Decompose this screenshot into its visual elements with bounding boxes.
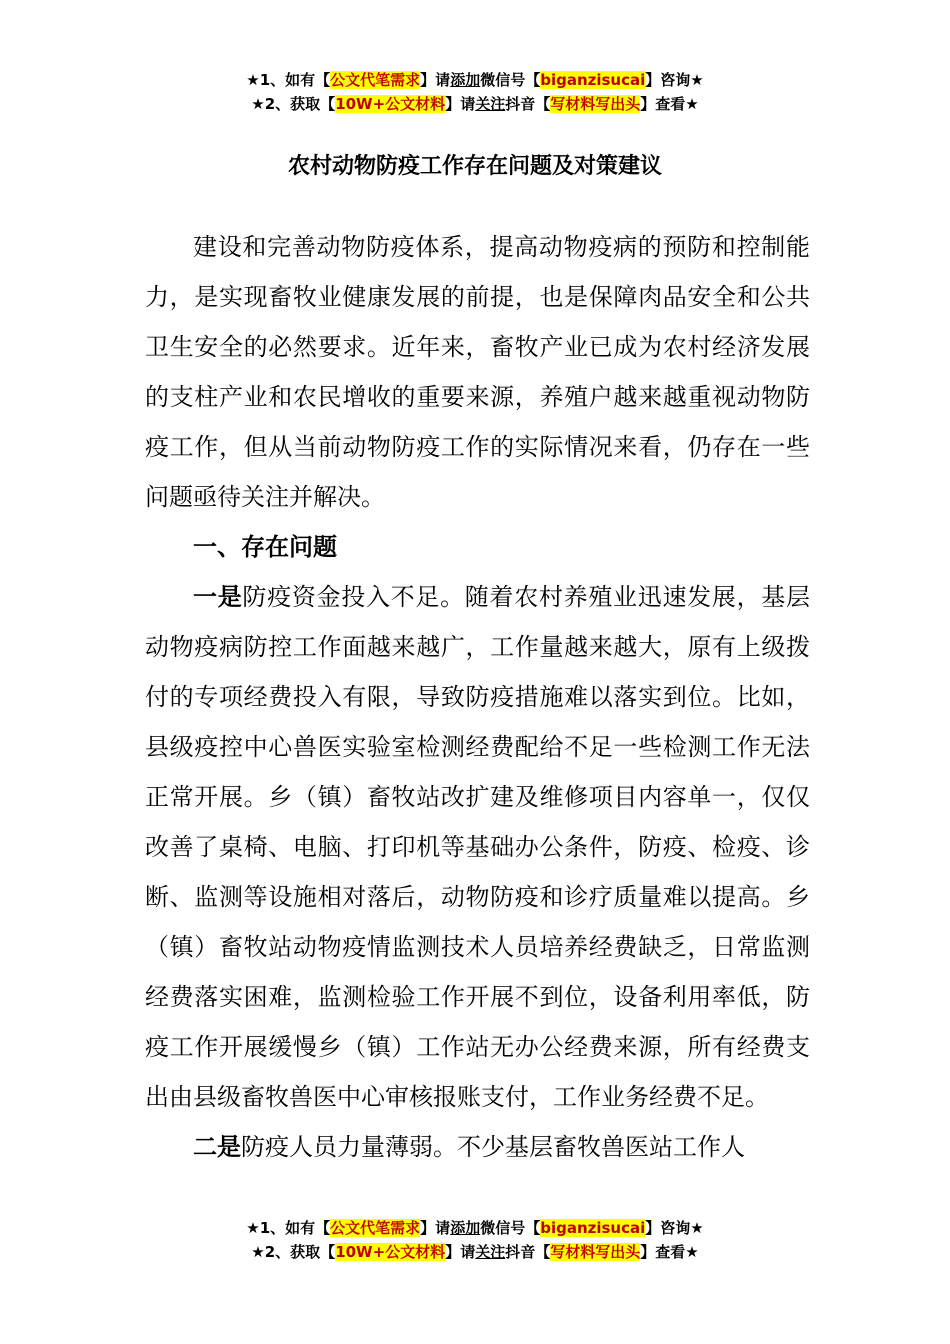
banner-line-1 — [0, 1216, 950, 1240]
banner-highlight: 写材料写出头 — [550, 95, 641, 113]
banner-underline: 关注 — [475, 95, 506, 113]
intro-paragraph: 建设和完善动物防疫体系，提高动物疫病的预防和控制能力，是实现畜牧业健康发展的前提，也是保障肉品安全和公共卫生安全的必然要求。近年来，畜牧产业已成为农村经济发展的支柱产业和农民增收的重要来源，养殖户越来越重视动物防疫工作，但从当前动物防疫工作的实际情况来看，仍存在一些问题亟待关注并解决。 — [145, 233, 810, 511]
document-body — [145, 222, 810, 1172]
banner-highlight: 10W+公文材料 — [335, 95, 446, 113]
paragraph-2 — [145, 1122, 810, 1172]
banner-text: 】请 — [420, 1219, 451, 1237]
banner-highlight: biganzisucai — [540, 71, 646, 89]
banner-line-1 — [0, 68, 950, 92]
top-banner — [0, 68, 950, 116]
bottom-banner — [0, 1216, 950, 1264]
banner-text: 】请 — [445, 95, 476, 113]
banner-line-2 — [0, 1240, 950, 1264]
banner-text: 微信号【 — [480, 71, 541, 89]
banner-highlight: 公文代笔需求 — [330, 71, 421, 89]
paragraph-1 — [145, 572, 810, 1122]
banner-line-2 — [0, 92, 950, 116]
banner-text: ★2、获取【 — [251, 1243, 336, 1261]
banner-text: 】查看★ — [640, 95, 699, 113]
paragraph-lead: 一是 — [193, 583, 243, 611]
banner-highlight: biganzisucai — [540, 1219, 646, 1237]
banner-text: 】请 — [420, 71, 451, 89]
banner-text: 微信号【 — [480, 1219, 541, 1237]
banner-text: ★2、获取【 — [251, 95, 336, 113]
banner-highlight: 10W+公文材料 — [335, 1243, 446, 1261]
banner-text: 】请 — [445, 1243, 476, 1261]
banner-text: ★1、如有【 — [246, 71, 331, 89]
banner-underline: 添加 — [450, 71, 481, 89]
banner-text: 】咨询★ — [645, 71, 704, 89]
banner-highlight: 写材料写出头 — [550, 1243, 641, 1261]
paragraph-text: 防疫人员力量薄弱。不少基层畜牧兽医站工作人 — [241, 1133, 745, 1161]
banner-text: 】咨询★ — [645, 1219, 704, 1237]
banner-text: 抖音【 — [505, 95, 551, 113]
paragraph-text: 防疫资金投入不足。随着农村养殖业迅速发展，基层动物疫病防控工作面越来越广，工作量越来越大，原有上级拨付的专项经费投入有限，导致防疫措施难以落实到位。比如，县级疫控中心兽医实验室检测经费配给不足一些检测工作无法正常开展。乡（镇）畜牧站改扩建及维修项目内容单一，仅仅改善了桌椅、电脑、打印机等基础办公条件，防疫、检疫、诊断、监测等设施相对落后，动物防疫和诊疗质量难以提高。乡（镇）畜牧站动物疫情监测技术人员培养经费缺乏，日常监测经费落实困难，监测检验工作开展不到位，设备利用率低，防疫工作开展缓慢乡（镇）工作站无办公经费来源，所有经费支出由县级畜牧兽医中心审核报账支付，工作业务经费不足。 — [145, 583, 811, 1111]
section-heading: 一、存在问题 — [193, 533, 337, 561]
banner-underline: 添加 — [450, 1219, 481, 1237]
paragraph-lead: 二是 — [193, 1133, 241, 1161]
banner-text: ★1、如有【 — [246, 1219, 331, 1237]
document-title: 农村动物防疫工作存在问题及对策建议 — [287, 154, 662, 179]
banner-underline: 关注 — [475, 1243, 506, 1261]
banner-highlight: 公文代笔需求 — [330, 1219, 421, 1237]
banner-text: 抖音【 — [505, 1243, 551, 1261]
banner-text: 】查看★ — [640, 1243, 699, 1261]
